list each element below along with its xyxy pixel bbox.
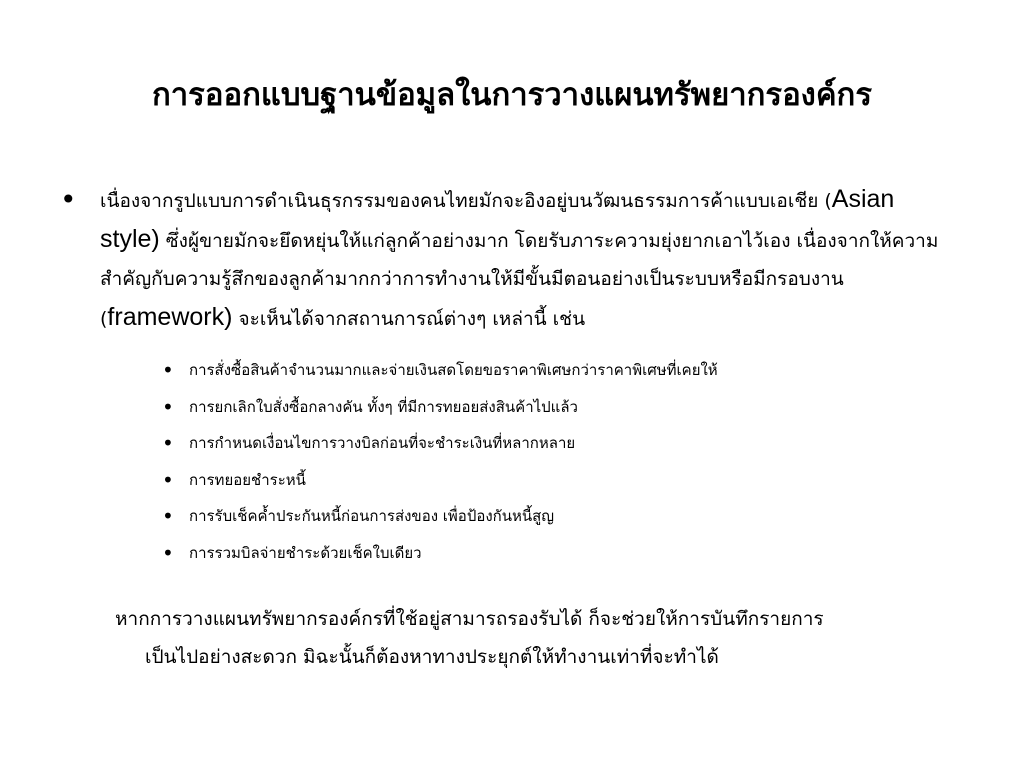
- main-bullet-part3: จะเห็นได้จากสถานการณ์ต่างๆ เหล่านี้ เช่น: [232, 308, 586, 330]
- bullet-icon: •: [162, 358, 174, 382]
- list-item-text: การยกเลิกใบสั่งซื้อกลางคัน ทั้งๆ ที่มีการทยอยส่งสินค้าไปแล้ว: [189, 397, 578, 416]
- main-bullet-latin-asian-style: Asian style): [100, 185, 895, 253]
- main-bullet-text: [100, 180, 960, 338]
- closing-paragraph-line1: หากการวางแผนทรัพยากรองค์กรที่ใช้อยู่สามารถรองรับได้ ก็จะช่วยให้การบันทึกรายการ: [115, 608, 824, 630]
- list-item-text: การกำหนดเงื่อนไขการวางบิลก่อนที่จะชำระเงินที่หลากหลาย: [189, 434, 576, 453]
- slide-title: การออกแบบฐานข้อมูลในการวางแผนทรัพยากรองค์กร: [152, 77, 872, 113]
- bullet-icon: •: [162, 394, 174, 419]
- list-item: [162, 462, 922, 499]
- closing-paragraph-line2: เป็นไปอย่างสะดวก มิฉะนั้นก็ต้องหาทางประยุกต์ให้ทำงานเท่าที่จะทำได้: [145, 646, 719, 668]
- list-item: [162, 498, 922, 535]
- main-bullet-latin-framework: framework): [107, 303, 233, 331]
- bullet-icon: •: [60, 183, 77, 216]
- list-item: [162, 425, 922, 462]
- main-bullet-part1: เนื่องจากรูปแบบการดำเนินธุรกรรมของคนไทยมักจะอิงอยู่บนวัฒนธรรมการค้าแบบเอเชีย (: [100, 190, 832, 212]
- list-item-text: การสั่งซื้อสินค้าจำนวนมากและจ่ายเงินสดโดยขอราคาพิเศษกว่าราคาพิเศษที่เคยให้: [189, 361, 718, 379]
- main-bullet-part2: ซึ่งผู้ขายมักจะยึดหยุ่นให้แก่ลูกค้าอย่างมาก โดยรับภาระความยุ่งยากเอาไว้เอง เนื่องจากให้ความสำคัญกับความรู้สึกของลูกค้ามากกว่าการทำงานให้มีขั้นมีตอนอย่างเป็นระบบหรือมีกรอบงาน (: [100, 230, 939, 330]
- list-item: [162, 535, 922, 572]
- list-item: [162, 389, 922, 426]
- list-item-text: การรวมบิลจ่ายชำระด้วยเช็คใบเดียว: [189, 543, 422, 562]
- list-item-text: การทยอยชำระหนี้: [189, 470, 306, 489]
- bullet-icon: •: [162, 431, 174, 456]
- bullet-icon: •: [162, 467, 174, 492]
- list-item-text: การรับเช็คค้ำประกันหนี้ก่อนการส่งของ เพื่อป้องกันหนี้สูญ: [189, 507, 555, 526]
- sub-bullet-list: [162, 352, 922, 572]
- bullet-icon: •: [162, 540, 174, 565]
- bullet-icon: •: [162, 504, 174, 529]
- list-item: [162, 352, 922, 389]
- closing-paragraph: [115, 600, 955, 676]
